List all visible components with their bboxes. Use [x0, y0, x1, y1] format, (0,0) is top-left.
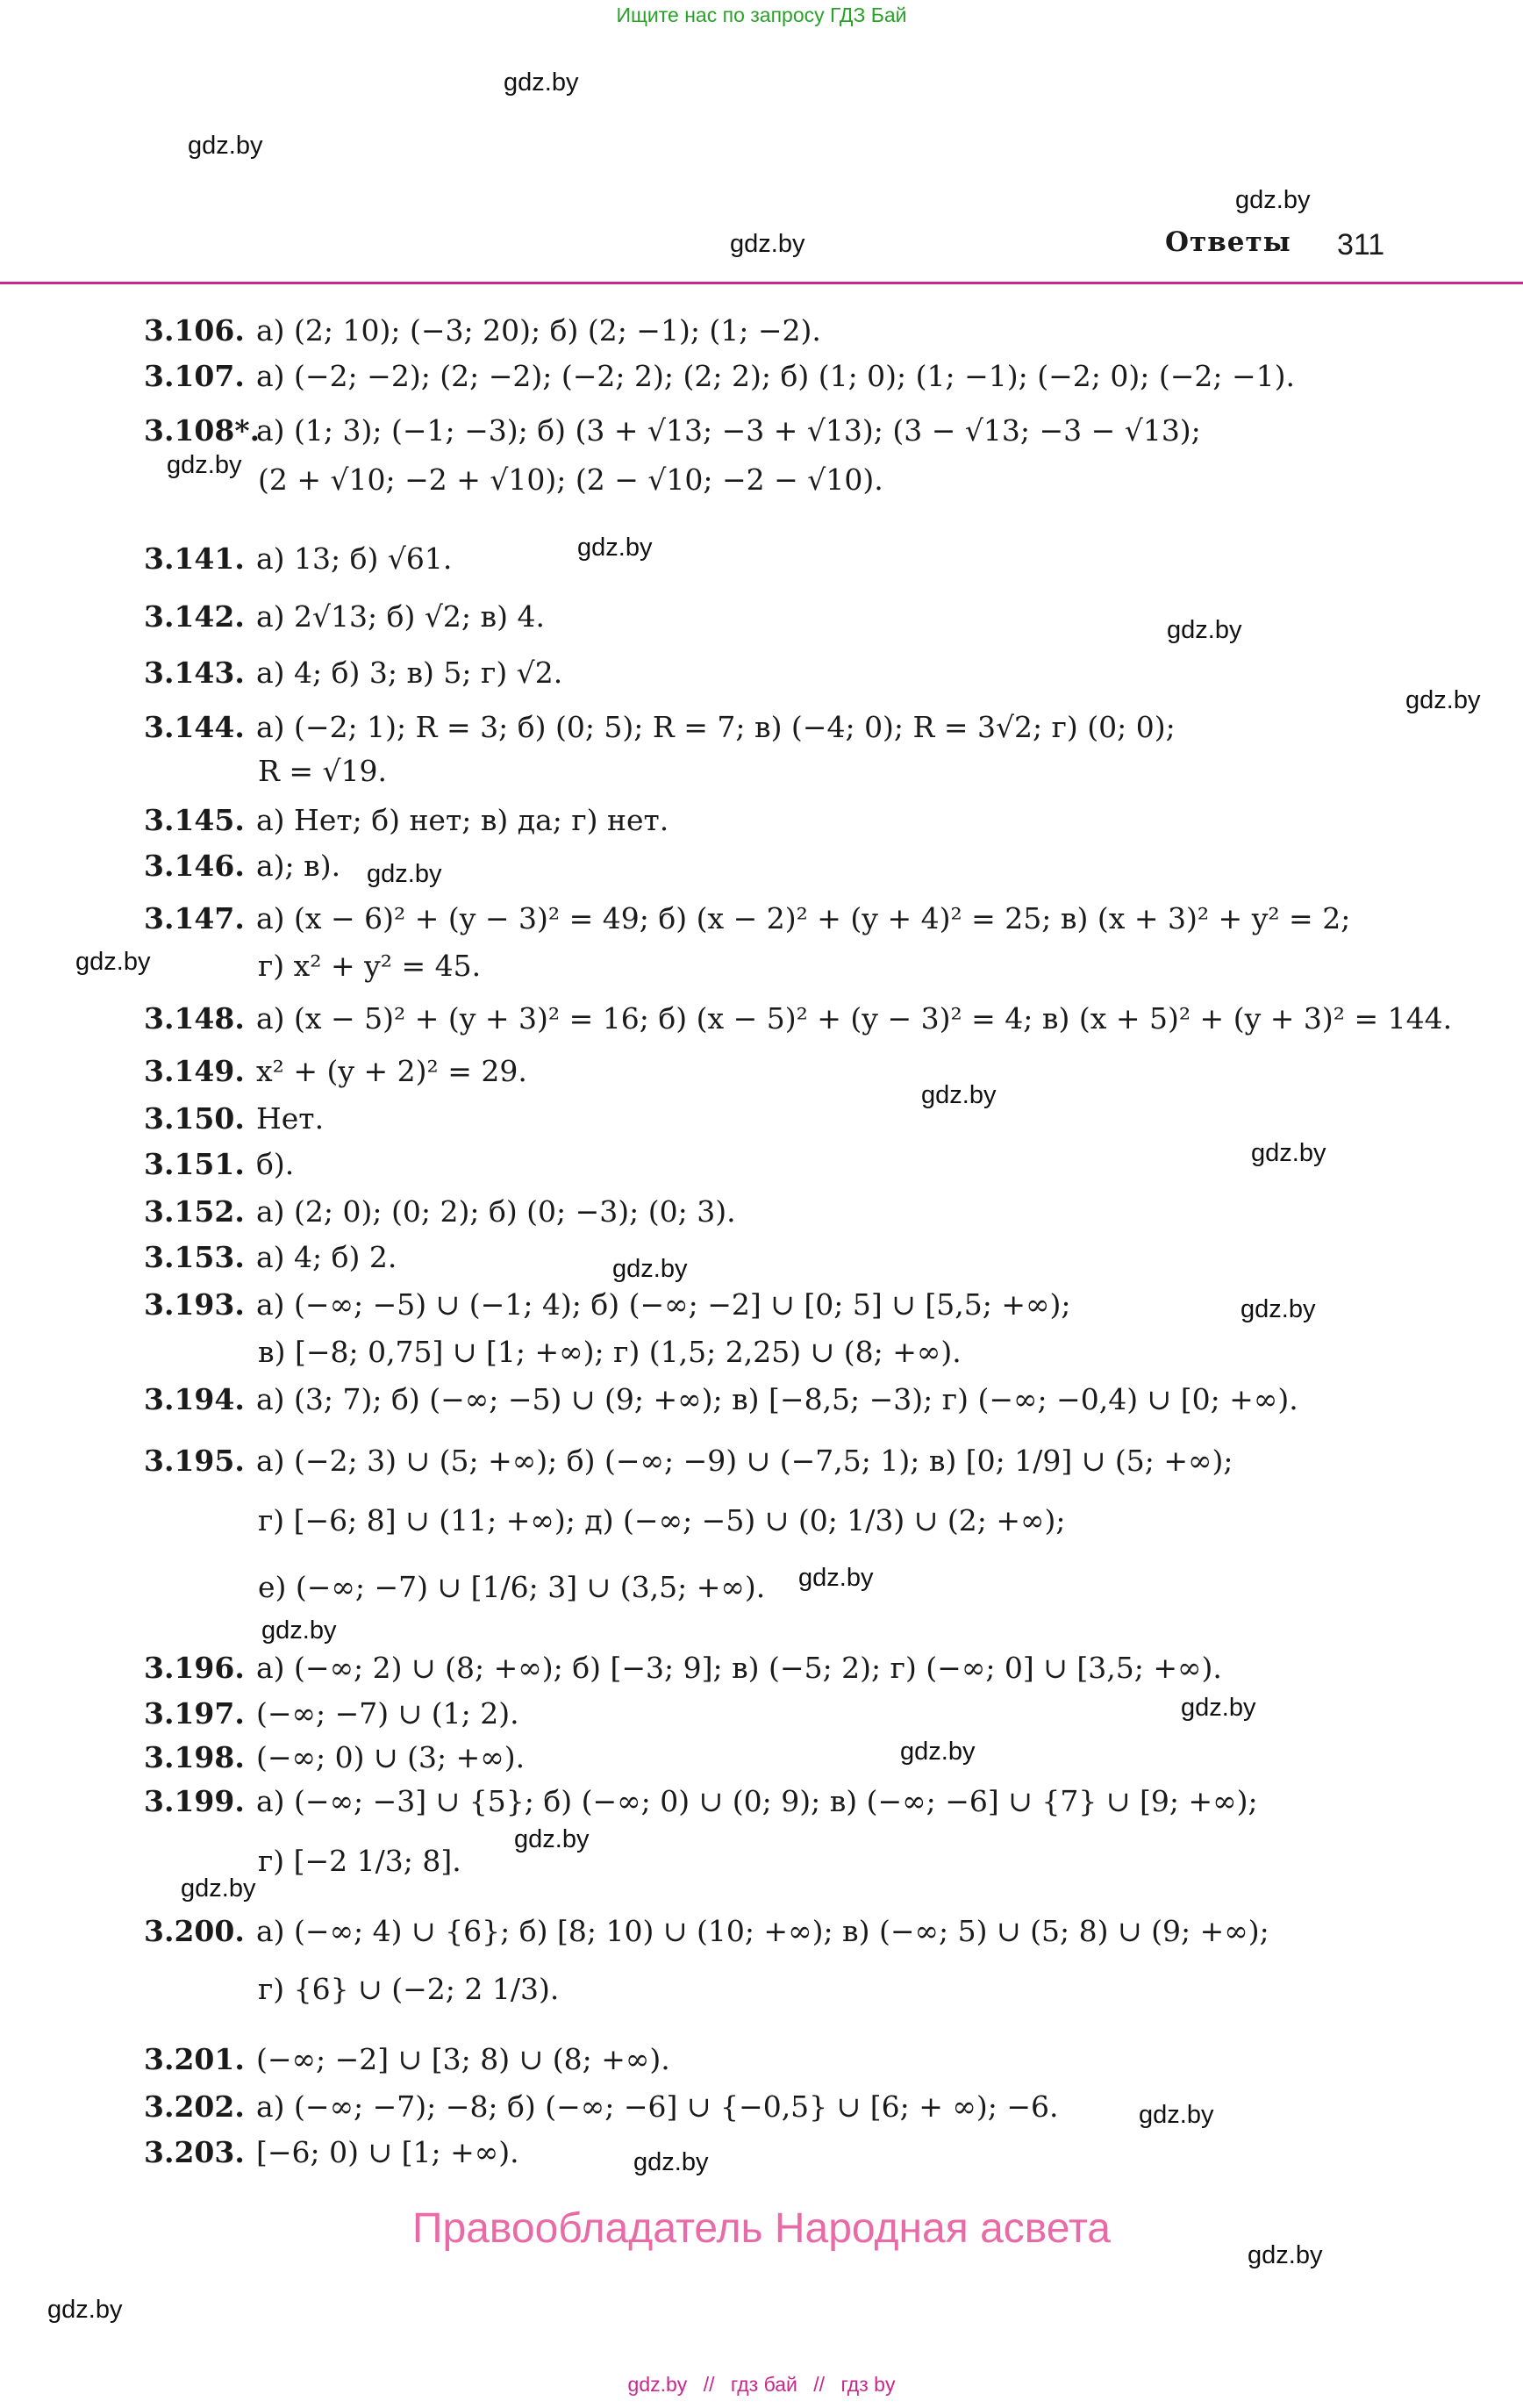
answer-number: 3.194.	[144, 1382, 245, 1416]
watermark: gdz.by	[1241, 1295, 1316, 1323]
answer-3-202	[144, 2089, 1059, 2124]
answer-number: 3.107.	[144, 359, 245, 393]
answer-number: 3.148.	[144, 1001, 245, 1036]
header-rule	[0, 282, 1523, 284]
answer-3-198	[144, 1740, 526, 1774]
watermark: gdz.by	[47, 2296, 123, 2324]
top-banner[interactable]: Ищите нас по запросу ГДЗ Бай	[616, 4, 907, 26]
answer-3-144	[144, 710, 1176, 744]
answer-3-147	[144, 901, 1351, 935]
answer-text: а); в).	[256, 849, 341, 883]
answer-text: Нет.	[256, 1101, 325, 1136]
answer-number: 3.203.	[144, 2135, 245, 2169]
watermark: gdz.by	[577, 534, 653, 562]
answer-3-193-line-2: в) [−8; 0,75] ∪ [1; +∞); г) (1,5; 2,25) ∪ (8; +∞).	[258, 1335, 962, 1369]
answer-number: 3.150.	[144, 1101, 245, 1136]
watermark: gdz.by	[1405, 686, 1481, 714]
answer-3-144-line-2: R = √19.	[258, 754, 387, 788]
answer-number: 3.201.	[144, 2042, 245, 2076]
answer-3-196	[144, 1651, 1222, 1685]
answer-text: а) (2; 10); (−3; 20); б) (2; −1); (1; −2).	[256, 313, 821, 348]
answer-text: а) (−2; 1); R = 3; б) (0; 5); R = 7; в) (−4; 0); R = 3√2; г) (0; 0);	[256, 710, 1176, 744]
answer-3-203	[144, 2135, 519, 2169]
answer-3-141	[144, 541, 453, 576]
answer-3-197	[144, 1696, 519, 1731]
answer-3-143	[144, 656, 563, 690]
answer-text: (−∞; −7) ∪ (1; 2).	[256, 1696, 519, 1731]
watermark: gdz.by	[900, 1738, 976, 1766]
answer-text: а) 4; б) 3; в) 5; г) √2.	[256, 656, 563, 690]
answer-3-201	[144, 2042, 670, 2076]
answer-number: 3.144.	[144, 710, 245, 744]
answer-text: а) (3; 7); б) (−∞; −5) ∪ (9; +∞); в) [−8,5; −3); г) (−∞; −0,4) ∪ [0; +∞).	[256, 1382, 1298, 1416]
answer-3-195-line-3: е) (−∞; −7) ∪ [1/6; 3] ∪ (3,5; +∞).	[258, 1570, 766, 1604]
answer-text: а) (x − 6)² + (y − 3)² = 49; б) (x − 2)² + (y + 4)² = 25; в) (x + 3)² + y² = 2;	[256, 901, 1351, 935]
footer-links	[0, 2373, 1523, 2397]
answer-3-146	[144, 849, 341, 883]
watermark: gdz.by	[1181, 1694, 1256, 1722]
answer-3-108-line-2: (2 + √10; −2 + √10); (2 − √10; −2 − √10).	[258, 462, 883, 497]
watermark: gdz.by	[167, 451, 242, 479]
answer-3-142	[144, 599, 545, 634]
answer-3-107	[144, 359, 1296, 393]
answer-number: 3.147.	[144, 901, 245, 935]
watermark: gdz.by	[1251, 1139, 1326, 1167]
answer-number: 3.145.	[144, 803, 245, 837]
answer-3-151	[144, 1147, 295, 1181]
answer-3-200	[144, 1914, 1269, 1948]
watermark: gdz.by	[798, 1564, 874, 1592]
page-number: 311	[1337, 228, 1385, 262]
footer-separator: //	[813, 2373, 826, 2396]
answer-3-194	[144, 1382, 1298, 1416]
answer-3-108	[144, 413, 1201, 448]
answer-3-195	[144, 1444, 1233, 1478]
answer-number: 3.196.	[144, 1651, 245, 1685]
watermark: gdz.by	[1235, 186, 1311, 214]
answer-text: а) (−∞; −3] ∪ {5}; б) (−∞; 0) ∪ (0; 9); в) (−∞; −6] ∪ {7} ∪ [9; +∞);	[256, 1784, 1258, 1818]
watermark: gdz.by	[730, 230, 805, 258]
answer-text: а) 4; б) 2.	[256, 1240, 397, 1274]
answer-text: а) (−∞; 2) ∪ (8; +∞); б) [−3; 9]; в) (−5; 2); г) (−∞; 0] ∪ [3,5; +∞).	[256, 1651, 1222, 1685]
answer-3-199	[144, 1784, 1258, 1818]
footer-separator: //	[703, 2373, 715, 2396]
watermark: gdz.by	[504, 68, 579, 97]
answer-text: x² + (y + 2)² = 29.	[256, 1054, 527, 1088]
answer-text: а) (−∞; −7); −8; б) (−∞; −6] ∪ {−0,5} ∪ [6; + ∞); −6.	[256, 2089, 1059, 2124]
answer-text: б).	[256, 1147, 295, 1181]
watermark: gdz.by	[1167, 616, 1242, 644]
watermark: gdz.by	[633, 2148, 709, 2176]
copyright-notice: Правообладатель Народная асвета	[412, 2205, 1111, 2252]
answer-3-150	[144, 1101, 325, 1136]
watermark: gdz.by	[181, 1874, 256, 1903]
watermark: gdz.by	[1139, 2101, 1214, 2129]
answer-3-149	[144, 1054, 527, 1088]
answer-number: 3.149.	[144, 1054, 245, 1088]
answer-3-199-line-2: г) [−2 1/3; 8].	[258, 1844, 461, 1878]
answer-number: 3.152.	[144, 1194, 245, 1229]
answer-text: а) (−2; −2); (2; −2); (−2; 2); (2; 2); б) (1; 0); (1; −1); (−2; 0); (−2; −1).	[256, 359, 1296, 393]
footer-link[interactable]: гдз by	[840, 2373, 896, 2396]
answer-text: [−6; 0) ∪ [1; +∞).	[256, 2135, 519, 2169]
answer-3-200-line-2: г) {6} ∪ (−2; 2 1/3).	[258, 1972, 560, 2006]
answer-text: (−∞; 0) ∪ (3; +∞).	[256, 1740, 526, 1774]
answer-text: а) Нет; б) нет; в) да; г) нет.	[256, 803, 669, 837]
answer-3-147-line-2: г) x² + y² = 45.	[258, 949, 482, 983]
answer-number: 3.200.	[144, 1914, 245, 1948]
watermark: gdz.by	[75, 948, 151, 976]
watermark: gdz.by	[612, 1255, 688, 1283]
header-title: Ответы	[1165, 226, 1291, 258]
answer-number: 3.153.	[144, 1240, 245, 1274]
answer-number: 3.199.	[144, 1784, 245, 1818]
answer-number: 3.198.	[144, 1740, 245, 1774]
watermark: gdz.by	[261, 1616, 337, 1645]
answer-text: а) (1; 3); (−1; −3); б) (3 + √13; −3 + √13); (3 − √13; −3 − √13);	[256, 413, 1201, 448]
footer-link[interactable]: gdz.by	[627, 2373, 688, 2396]
answer-number: 3.193.	[144, 1287, 245, 1322]
watermark: gdz.by	[921, 1081, 997, 1109]
answer-number: 3.151.	[144, 1147, 245, 1181]
answer-text: а) 2√13; б) √2; в) 4.	[256, 599, 545, 634]
answer-text: а) (2; 0); (0; 2); б) (0; −3); (0; 3).	[256, 1194, 736, 1229]
answer-3-153	[144, 1240, 397, 1274]
answer-number: 3.141.	[144, 541, 245, 576]
answer-text: а) (−∞; −5) ∪ (−1; 4); б) (−∞; −2] ∪ [0; 5] ∪ [5,5; +∞);	[256, 1287, 1071, 1322]
watermark: gdz.by	[1248, 2241, 1323, 2269]
answer-text: а) (−∞; 4) ∪ {6}; б) [8; 10) ∪ (10; +∞); в) (−∞; 5) ∪ (5; 8) ∪ (9; +∞);	[256, 1914, 1269, 1948]
answer-text: а) (−2; 3) ∪ (5; +∞); б) (−∞; −9) ∪ (−7,5; 1); в) [0; 1/9] ∪ (5; +∞);	[256, 1444, 1233, 1478]
answer-3-195-line-2: г) [−6; 8] ∪ (11; +∞); д) (−∞; −5) ∪ (0; 1/3) ∪ (2; +∞);	[258, 1503, 1066, 1537]
answer-3-145	[144, 803, 669, 837]
answer-number: 3.197.	[144, 1696, 245, 1731]
footer-link[interactable]: гдз бай	[730, 2373, 797, 2396]
watermark: gdz.by	[514, 1825, 590, 1853]
answer-3-106	[144, 313, 821, 348]
answer-number: 3.195.	[144, 1444, 245, 1478]
answer-3-152	[144, 1194, 736, 1229]
answer-number: 3.202.	[144, 2089, 245, 2124]
answer-3-148	[144, 1001, 1453, 1036]
answer-3-193	[144, 1287, 1071, 1322]
answer-number: 3.142.	[144, 599, 245, 634]
answer-text: а) (x − 5)² + (y + 3)² = 16; б) (x − 5)² + (y − 3)² = 4; в) (x + 5)² + (y + 3)² = 144.	[256, 1001, 1453, 1036]
watermark: gdz.by	[188, 132, 263, 160]
watermark: gdz.by	[367, 860, 442, 888]
answer-number: 3.146.	[144, 849, 245, 883]
answer-number: 3.108*.	[144, 413, 261, 448]
answer-text: а) 13; б) √61.	[256, 541, 453, 576]
answer-text: (−∞; −2] ∪ [3; 8) ∪ (8; +∞).	[256, 2042, 670, 2076]
answer-number: 3.106.	[144, 313, 245, 348]
answer-number: 3.143.	[144, 656, 245, 690]
